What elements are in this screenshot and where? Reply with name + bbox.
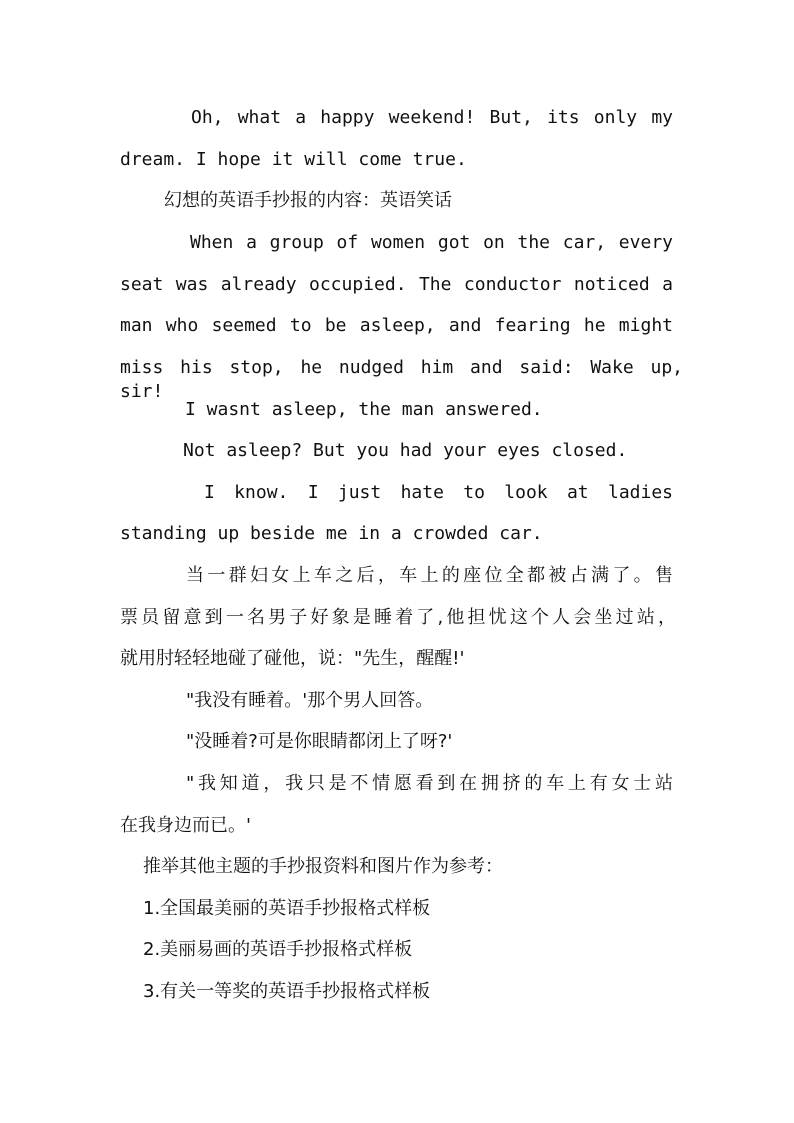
paragraph-line: "我知道，我只是不情愿看到在拥挤的车上有女士站 — [186, 773, 673, 794]
paragraph-line: seat was already occupied. The conductor noticed a — [120, 274, 673, 295]
paragraph-line: "没睡着?可是你眼睛都闭上了呀?' — [186, 731, 453, 752]
list-item: 3.有关一等奖的英语手抄报格式样板 — [143, 981, 431, 1002]
paragraph-line: Oh, what a happy weekend! But, its only my — [191, 107, 673, 128]
paragraph-line: 在我身边而已。' — [120, 815, 251, 836]
list-item: 2.美丽易画的英语手抄报格式样板 — [143, 939, 413, 960]
paragraph-line: 就用肘轻轻地碰了碰他，说："先生，醒醒!' — [120, 648, 465, 669]
section-heading: 推举其他主题的手抄报资料和图片作为参考： — [143, 856, 503, 877]
paragraph-line: When a group of women got on the car, every — [190, 232, 673, 253]
paragraph-line: man who seemed to be asleep, and fearing he might — [120, 315, 673, 336]
paragraph-line: I wasnt asleep, the man answered. — [185, 399, 543, 420]
paragraph-line: I know. I just hate to look at ladies — [204, 482, 673, 503]
paragraph-line: miss his stop, he nudged him and said: Wake up, sir! — [120, 357, 683, 402]
paragraph-line: Not asleep? But you had your eyes closed. — [183, 440, 628, 461]
list-item: 1.全国最美丽的英语手抄报格式样板 — [143, 898, 431, 919]
paragraph-line: standing up beside me in a crowded car. — [120, 523, 543, 544]
paragraph-line: "我没有睡着。'那个男人回答。 — [186, 690, 434, 711]
section-heading: 幻想的英语手抄报的内容：英语笑话 — [164, 190, 452, 211]
paragraph-line: 票员留意到一名男子好象是睡着了,他担忧这个人会坐过站， — [120, 607, 676, 628]
paragraph-line: 当一群妇女上车之后，车上的座位全都被占满了。售 — [186, 565, 673, 586]
paragraph-line: dream. I hope it will come true. — [120, 149, 467, 170]
